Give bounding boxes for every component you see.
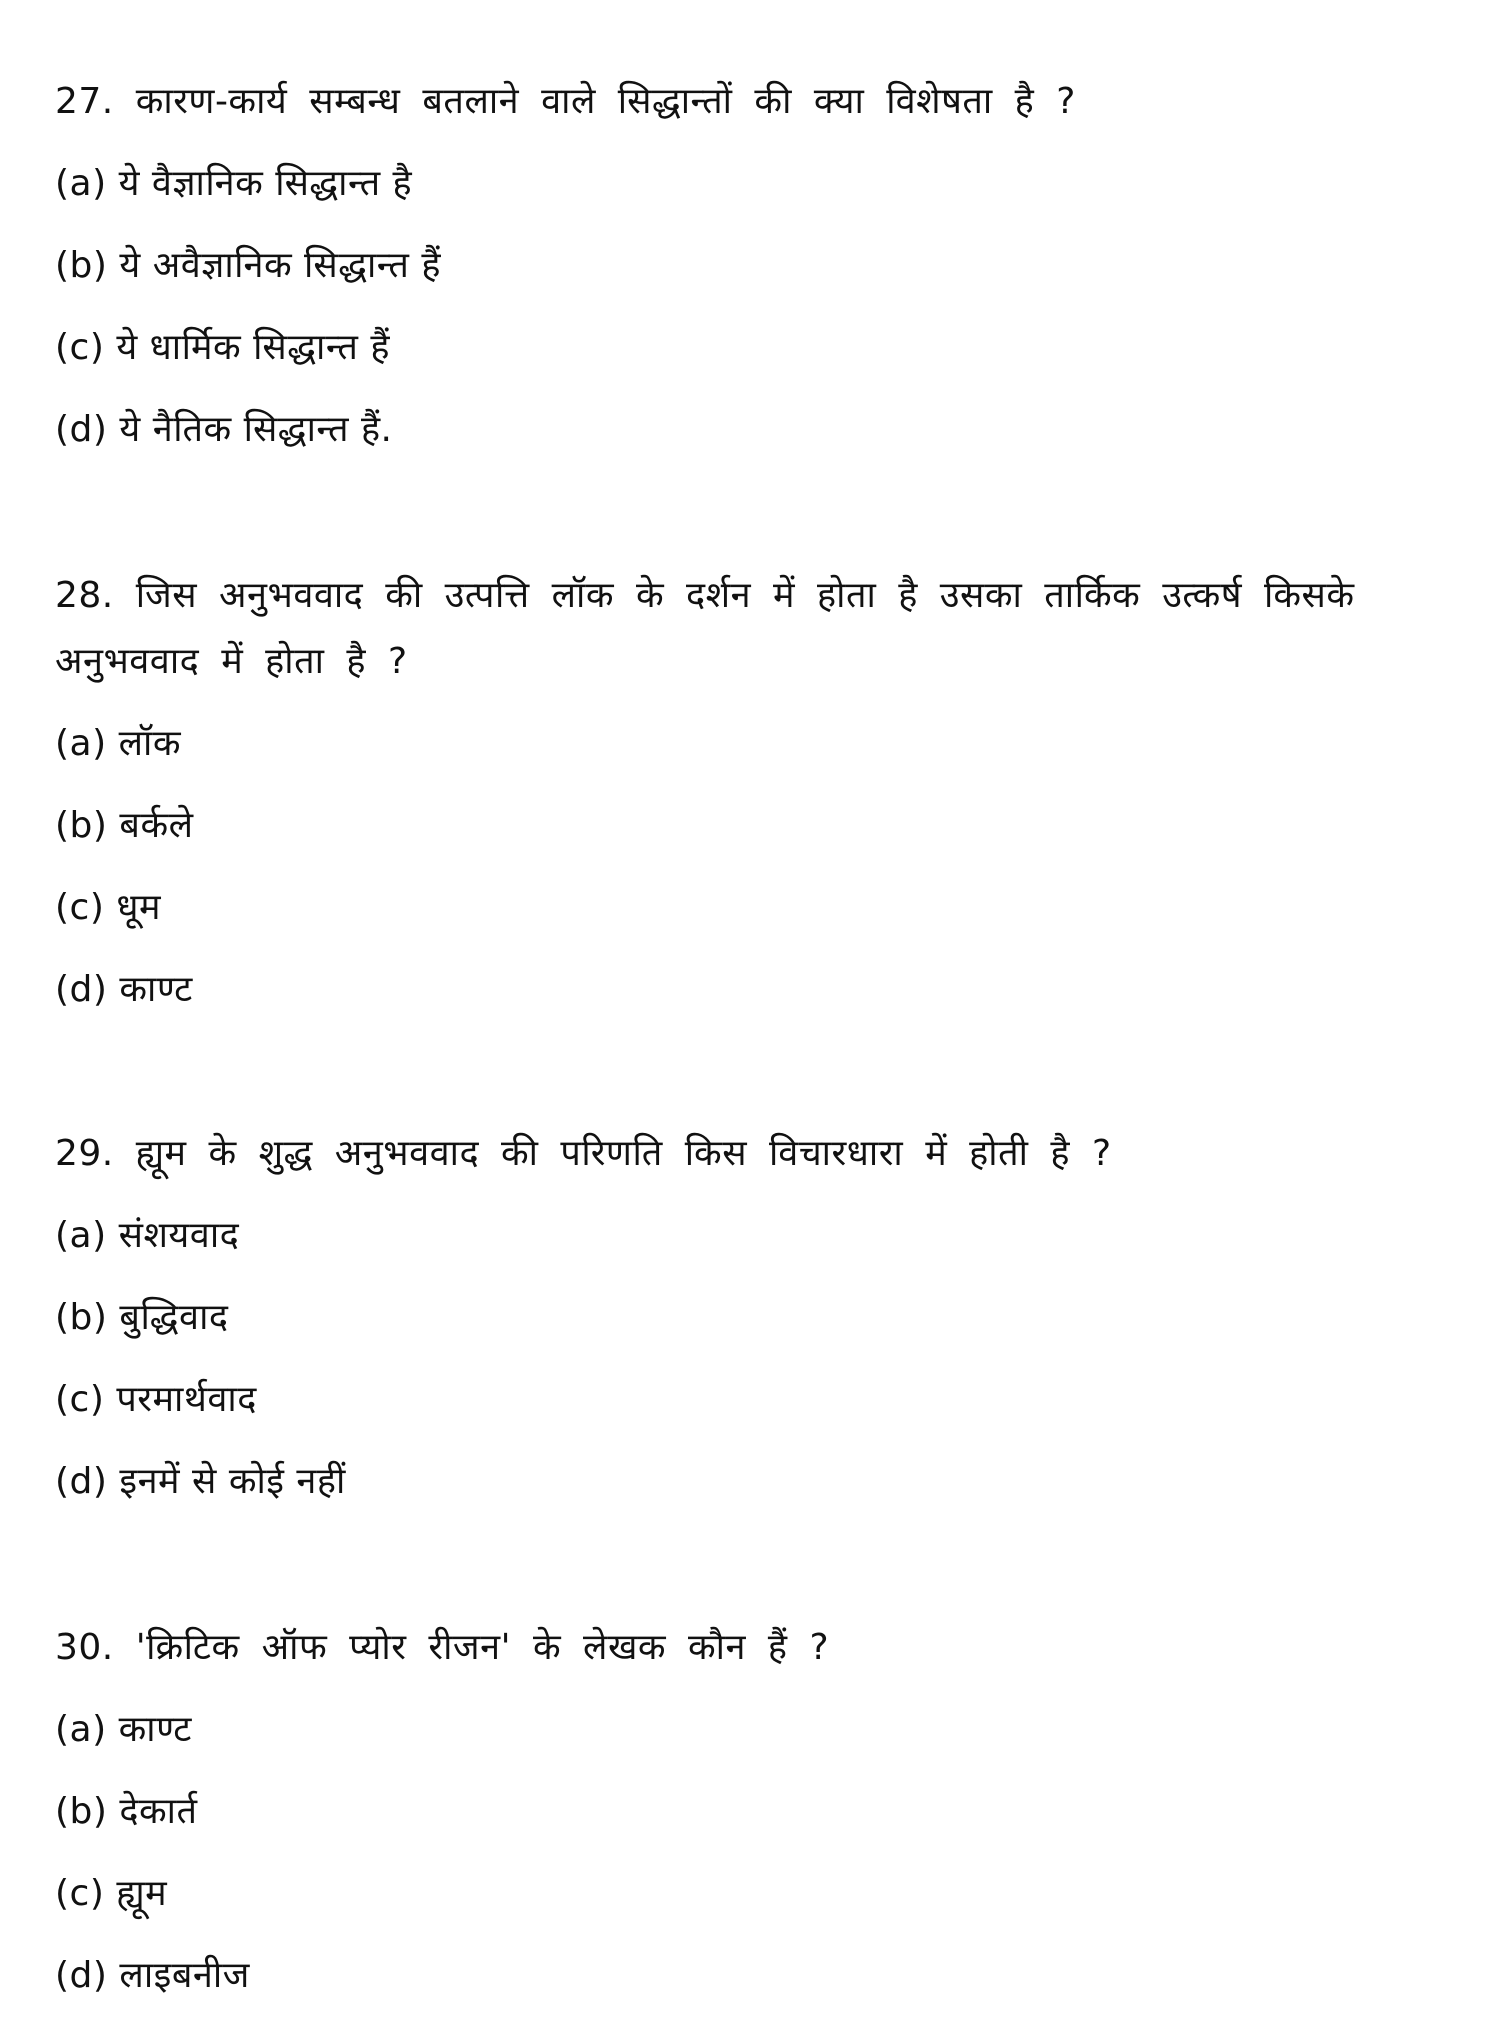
option-text: परमार्थवाद [116,1379,257,1420]
question-29 [55,1128,1112,1180]
option-text: ह्यूम [116,1873,168,1914]
option-29-b [55,1292,229,1344]
option-28-b [55,800,194,852]
option-label: (a) [55,723,107,764]
option-label: (c) [55,1873,105,1914]
question-number: 27. [55,81,114,122]
option-label: (a) [55,1709,107,1750]
option-text: ये नैतिक सिद्धान्त हैं. [119,409,393,450]
question-27 [55,76,1076,128]
option-29-c [55,1374,257,1426]
question-text: जिस अनुभववाद की उत्पत्ति लॉक के दर्शन में होता है उसका तार्किक उत्कर्ष किसके [135,575,1355,616]
option-text: लाइबनीज [119,1955,250,1996]
option-label: (a) [55,1215,107,1256]
option-label: (b) [55,1297,108,1338]
option-text: लॉक [118,723,181,764]
option-27-a [55,158,412,210]
option-29-d [55,1456,346,1508]
option-text: धूम [116,887,162,928]
option-label: (b) [55,245,108,286]
option-28-a [55,718,181,770]
option-27-c [55,322,390,374]
question-28-continued [55,636,408,688]
option-27-b [55,240,441,292]
option-text: बर्कले [119,805,194,846]
question-text: ह्यूम के शुद्ध अनुभववाद की परिणति किस विचारधारा में होती है ? [135,1133,1112,1174]
option-30-d [55,1950,250,2002]
option-label: (d) [55,1955,108,1996]
option-label: (d) [55,409,108,450]
option-label: (c) [55,887,105,928]
option-30-c [55,1868,167,1920]
question-text: 'क्रिटिक ऑफ प्योर रीजन' के लेखक कौन हैं ? [135,1627,830,1668]
option-label: (b) [55,805,108,846]
question-number: 30. [55,1627,114,1668]
option-label: (c) [55,327,105,368]
question-28 [55,570,1355,622]
option-label: (c) [55,1379,105,1420]
option-text: काण्ट [119,969,193,1010]
option-text: देकार्त [119,1791,198,1832]
question-text-line2: अनुभववाद में होता है ? [55,641,408,682]
option-label: (d) [55,969,108,1010]
option-text: ये धार्मिक सिद्धान्त हैं [116,327,390,368]
option-30-b [55,1786,198,1838]
option-30-a [55,1704,192,1756]
option-text: बुद्धिवाद [119,1297,229,1338]
option-text: काण्ट [118,1709,192,1750]
option-text: ये वैज्ञानिक सिद्धान्त है [118,163,413,204]
option-text: इनमें से कोई नहीं [119,1461,346,1502]
option-28-c [55,882,161,934]
option-text: ये अवैज्ञानिक सिद्धान्त हैं [119,245,441,286]
option-29-a [55,1210,239,1262]
question-number: 28. [55,575,114,616]
option-label: (a) [55,163,107,204]
question-text: कारण-कार्य सम्बन्ध बतलाने वाले सिद्धान्तों की क्या विशेषता है ? [135,81,1076,122]
option-text: संशयवाद [118,1215,240,1256]
option-label: (b) [55,1791,108,1832]
question-number: 29. [55,1133,114,1174]
option-28-d [55,964,193,1016]
option-27-d [55,404,393,456]
option-label: (d) [55,1461,108,1502]
question-30 [55,1622,829,1674]
